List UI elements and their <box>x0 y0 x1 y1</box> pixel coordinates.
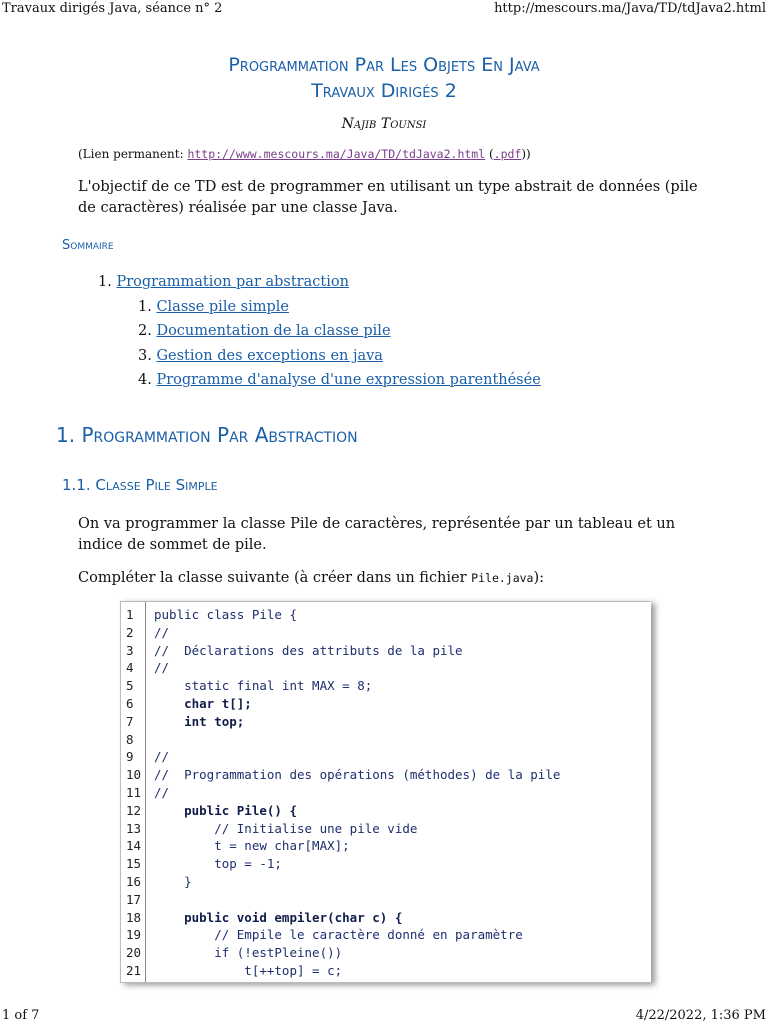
toc-item-number: 1. <box>98 274 112 290</box>
code-line-number: 2 <box>126 624 134 640</box>
code-line-text: // <box>154 749 170 765</box>
code-line-number: 11 <box>126 785 142 800</box>
code-line-number: 16 <box>126 874 142 889</box>
code-line-number: 12 <box>126 802 142 818</box>
toc-item-number: 1. <box>138 298 152 315</box>
code-listing <box>120 601 651 983</box>
intro-paragraph: L'objectif de ce TD est de programmer en utilisant un type abstrait de données (pile de caractères) réalisée par une classe Java. <box>78 179 698 216</box>
code-line-text: public class Pile { <box>154 607 297 622</box>
code-line-number: 6 <box>126 696 134 711</box>
toc-item <box>98 319 541 344</box>
permalink-prefix: (Lien permanent: <box>78 147 188 161</box>
code-line-number: 5 <box>126 678 134 694</box>
toc-item-link[interactable]: Gestion des exceptions en java <box>156 347 383 364</box>
page-title <box>0 52 768 104</box>
code-line-text: // Programmation des opérations (méthodes) de la pile <box>154 767 561 783</box>
code-line-number: 15 <box>126 856 142 872</box>
code-line-number: 17 <box>126 891 142 907</box>
code-line-text: if (!estPleine()) <box>154 945 343 961</box>
code-line-text: t = new char[MAX]; <box>154 838 350 854</box>
toc-item <box>98 270 541 295</box>
code-line-number: 19 <box>126 927 142 943</box>
print-header-title: Travaux dirigés Java, séance n° 2 <box>2 1 223 16</box>
code-line-text: public void empiler(char c) { <box>154 909 403 925</box>
code-line-number: 13 <box>126 820 142 836</box>
code-line-text: } <box>154 874 192 889</box>
code-line-text: // Empile le caractère donné en paramètre <box>154 927 523 943</box>
toc-item-number: 4. <box>138 372 152 388</box>
toc-item <box>98 368 541 393</box>
code-line-number: 14 <box>126 838 142 854</box>
toc-item-link[interactable]: Classe pile simple <box>156 298 289 315</box>
code-line-text: char t[]; <box>154 696 252 711</box>
toc-item-number: 3. <box>138 347 152 364</box>
code-line-number: 8 <box>126 731 134 747</box>
code-line-text: static final int MAX = 8; <box>154 678 373 694</box>
paragraph-pile-description: On va programmer la classe Pile de caractères, représentée par un tableau et un indice de sommet de pile. <box>78 516 676 553</box>
toc-item <box>98 344 541 369</box>
code-line-number: 9 <box>126 749 134 765</box>
file-name: Pile.java <box>471 571 534 585</box>
code-line-text: top = -1; <box>154 856 282 872</box>
toc-item-link[interactable]: Programmation par abstraction <box>116 274 349 290</box>
code-line-text: int top; <box>154 713 245 729</box>
title-line-1: Programmation Par Les Objets En Java <box>228 54 540 76</box>
section-heading-1-1: 1.1. Classe Pile Simple <box>62 476 218 494</box>
code-line-text: // <box>154 660 170 676</box>
code-line-number: 10 <box>126 767 142 783</box>
para2-before: Compléter la classe suivante (à créer dans un fichier <box>78 570 472 586</box>
code-line-number: 7 <box>126 713 134 729</box>
code-line-text: // <box>154 624 170 640</box>
code-line-number: 18 <box>126 909 142 925</box>
permalink <box>78 147 531 161</box>
sommaire-heading: Sommaire <box>62 238 114 253</box>
title-line-2: Travaux Dirigés 2 <box>311 80 457 102</box>
print-header-url: http://mescours.ma/Java/TD/tdJava2.html <box>494 1 766 16</box>
code-line-number: 4 <box>126 660 134 676</box>
paragraph-complete-class <box>78 568 718 589</box>
code-line-text: public Pile() { <box>154 802 297 818</box>
print-footer-page: 1 of 7 <box>2 1008 40 1023</box>
code-line-text: // <box>154 785 170 800</box>
section-heading-1: 1. Programmation Par Abstraction <box>56 423 358 447</box>
toc-item-link[interactable]: Programme d'analyse d'une expression parenthésée <box>156 372 541 388</box>
table-of-contents <box>98 270 541 393</box>
print-footer-date: 4/22/2022, 1:36 PM <box>635 1008 766 1023</box>
toc-item-link[interactable]: Documentation de la classe pile <box>156 323 391 339</box>
toc-item <box>98 295 541 320</box>
code-line-text: t[++top] = c; <box>154 963 343 978</box>
toc-item-number: 2. <box>138 323 152 339</box>
code-line-number: 21 <box>126 963 142 978</box>
pdf-link[interactable]: .pdf <box>493 147 522 161</box>
permalink-url-link[interactable]: http://www.mescours.ma/Java/TD/tdJava2.html <box>187 147 486 161</box>
code-line-text: // Initialise une pile vide <box>154 820 418 836</box>
permalink-mid: ( <box>485 147 494 161</box>
code-line-number: 20 <box>126 945 142 961</box>
author-name: Najib Tounsi <box>341 116 427 132</box>
para2-after: ): <box>533 570 545 586</box>
code-line-text: // Déclarations des attributs de la pile <box>154 642 463 658</box>
code-line-number: 1 <box>126 607 134 622</box>
code-line-number: 3 <box>126 642 134 658</box>
permalink-suffix: )) <box>521 147 531 161</box>
